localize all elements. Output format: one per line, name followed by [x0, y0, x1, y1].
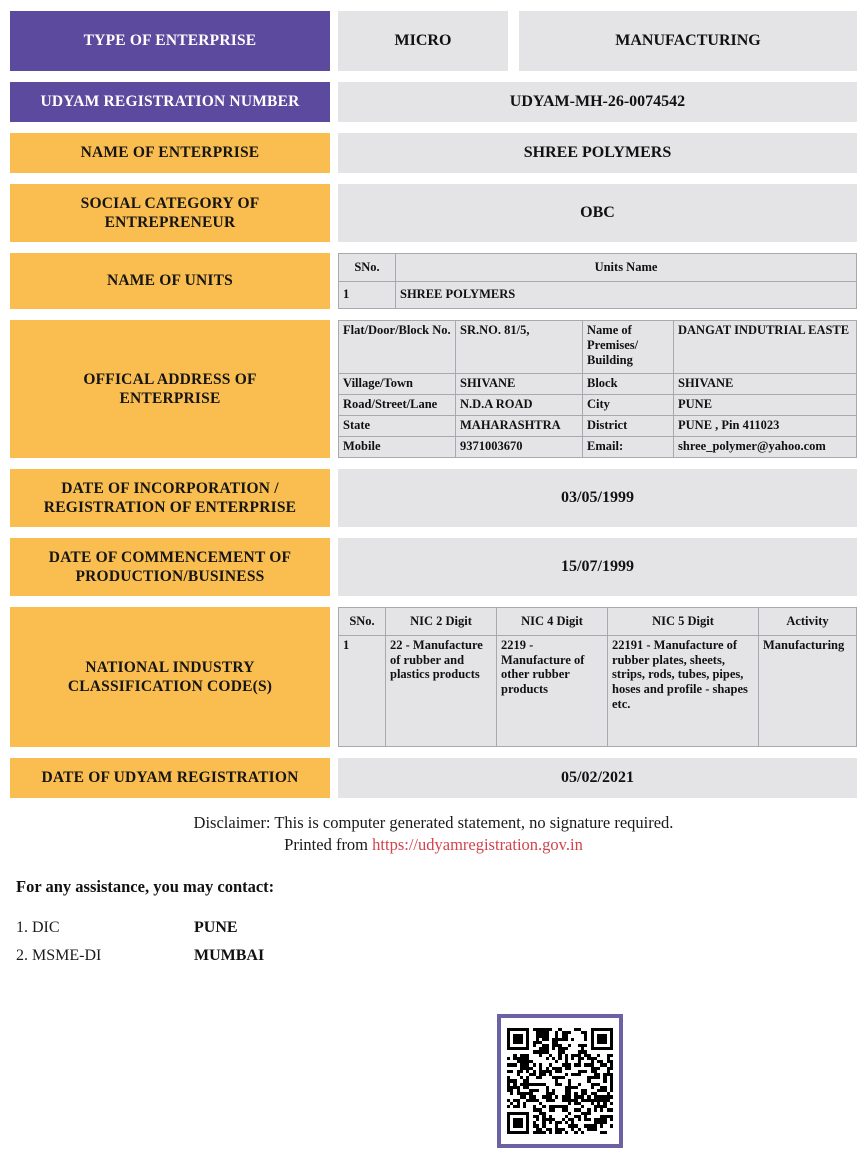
- address-label-road-street-lane: Road/Street/Lane: [339, 394, 456, 415]
- address-value-state: MAHARASHTRA: [456, 415, 583, 436]
- value-date-of-incorporation: 03/05/1999: [338, 469, 857, 527]
- address-value-mobile: 9371003670: [456, 436, 583, 457]
- label-date-of-udyam-registration: DATE OF UDYAM REGISTRATION: [10, 758, 330, 798]
- units-table-container: [338, 253, 857, 309]
- label-name-of-units: NAME OF UNITS: [10, 253, 330, 309]
- value-enterprise-size: MICRO: [338, 11, 508, 71]
- label-date-of-incorporation-line2: REGISTRATION OF ENTERPRISE: [43, 499, 297, 516]
- address-table-container: [338, 320, 857, 458]
- label-date-of-incorporation-line1: DATE OF INCORPORATION /: [61, 479, 279, 497]
- nic-table-container: [338, 607, 857, 747]
- nic-header-sno: SNo.: [339, 608, 386, 636]
- value-udyam-registration-number: UDYAM-MH-26-0074542: [338, 82, 857, 122]
- printed-from-prefix: Printed from: [284, 835, 373, 855]
- contact-name-msme-di: 2. MSME-DI: [16, 946, 102, 964]
- nic-header-nic-5-digit: NIC 5 Digit: [608, 608, 759, 636]
- nic-cell-nic-2-digit: 22 - Manufacture of rubber and plastics products: [386, 635, 497, 746]
- nic-header-nic-2-digit: NIC 2 Digit: [386, 608, 497, 636]
- nic-cell-activity: Manufacturing: [759, 635, 857, 746]
- value-name-of-enterprise: SHREE POLYMERS: [338, 133, 857, 173]
- cell-gap: [330, 758, 338, 798]
- address-label-city: City: [583, 394, 674, 415]
- assistance-heading: For any assistance, you may contact:: [16, 876, 275, 896]
- address-value-block: SHIVANE: [674, 373, 857, 394]
- address-label-name-of-premises: Name of Premises/ Building: [583, 321, 674, 374]
- row-type-of-enterprise: [10, 11, 857, 71]
- cell-gap: [330, 538, 338, 596]
- table-header-row: [339, 608, 857, 636]
- cell-gap: [330, 320, 338, 458]
- label-name-of-enterprise: NAME OF ENTERPRISE: [10, 133, 330, 173]
- qr-code-frame: [497, 1014, 623, 1148]
- table-row: [339, 415, 857, 436]
- nic-cell-nic-4-digit: 2219 - Manufacture of other rubber products: [497, 635, 608, 746]
- contact-list: [16, 919, 867, 965]
- label-date-of-commencement: [10, 538, 330, 596]
- address-label-email: Email:: [583, 436, 674, 457]
- nic-table: [338, 607, 857, 747]
- nic-cell-nic-5-digit: 22191 - Manufacture of rubber plates, sheets, strips, rods, tubes, pipes, hoses and profile - shapes etc.: [608, 635, 759, 746]
- value-date-of-commencement: 15/07/1999: [338, 538, 857, 596]
- label-nic-codes-line2: CLASSIFICATION CODE(S): [67, 678, 273, 695]
- label-official-address-line1: OFFICAL ADDRESS OF: [83, 370, 257, 388]
- table-header-row: [339, 254, 857, 282]
- address-value-name-of-premises: DANGAT INDUTRIAL EASTE: [674, 321, 857, 374]
- nic-cell-sno: 1: [339, 635, 386, 746]
- row-nic-codes: [10, 607, 857, 747]
- address-label-block: Block: [583, 373, 674, 394]
- contact-place-dic: PUNE: [194, 918, 238, 936]
- label-nic-codes-line1: NATIONAL INDUSTRY: [85, 658, 255, 676]
- address-label-state: State: [339, 415, 456, 436]
- cell-gap: [330, 469, 338, 527]
- disclaimer-text: Disclaimer: This is computer generated statement, no signature required.: [193, 813, 674, 832]
- label-date-of-commencement-line2: PRODUCTION/BUSINESS: [75, 568, 265, 585]
- address-value-district: PUNE , Pin 411023: [674, 415, 857, 436]
- list-item: [16, 919, 867, 937]
- label-type-of-enterprise: TYPE OF ENTERPRISE: [10, 11, 330, 71]
- label-official-address-line2: ENTERPRISE: [119, 390, 221, 407]
- certificate-table: [10, 0, 857, 798]
- units-table: [338, 253, 857, 309]
- nic-header-activity: Activity: [759, 608, 857, 636]
- row-date-of-incorporation: [10, 469, 857, 527]
- row-udyam-registration-number: [10, 82, 857, 122]
- row-date-of-udyam-registration: [10, 758, 857, 798]
- cell-gap: [508, 11, 519, 71]
- cell-gap: [330, 82, 338, 122]
- address-value-flat-door-block: SR.NO. 81/5,: [456, 321, 583, 374]
- units-header-sno: SNo.: [339, 254, 396, 282]
- nic-header-nic-4-digit: NIC 4 Digit: [497, 608, 608, 636]
- units-header-unit-name: Units Name: [396, 254, 857, 282]
- row-official-address: [10, 320, 857, 458]
- units-cell-unit-name: SHREE POLYMERS: [396, 281, 857, 309]
- disclaimer-block: [0, 812, 867, 857]
- label-social-category-line1: SOCIAL CATEGORY OF: [80, 194, 260, 212]
- table-row: [339, 635, 857, 746]
- units-cell-sno: 1: [339, 281, 396, 309]
- address-label-district: District: [583, 415, 674, 436]
- contact-name-dic: 1. DIC: [16, 918, 60, 936]
- address-table: [338, 320, 857, 458]
- label-social-category-line2: ENTREPRENEUR: [104, 214, 236, 231]
- address-value-city: PUNE: [674, 394, 857, 415]
- cell-gap: [330, 253, 338, 309]
- cell-gap: [330, 184, 338, 242]
- address-label-flat-door-block: Flat/Door/Block No.: [339, 321, 456, 374]
- address-value-road-street-lane: N.D.A ROAD: [456, 394, 583, 415]
- label-date-of-commencement-line1: DATE OF COMMENCEMENT OF: [48, 548, 292, 566]
- table-row: [339, 394, 857, 415]
- address-label-village-town: Village/Town: [339, 373, 456, 394]
- row-name-of-units: [10, 253, 857, 309]
- row-social-category: [10, 184, 857, 242]
- address-value-village-town: SHIVANE: [456, 373, 583, 394]
- address-value-email: shree_polymer@yahoo.com: [674, 436, 857, 457]
- cell-gap: [330, 607, 338, 747]
- contact-place-msme-di: MUMBAI: [194, 946, 265, 964]
- address-label-mobile: Mobile: [339, 436, 456, 457]
- table-row: [339, 373, 857, 394]
- label-official-address: [10, 320, 330, 458]
- value-social-category: OBC: [338, 184, 857, 242]
- label-social-category: [10, 184, 330, 242]
- cell-gap: [330, 133, 338, 173]
- row-date-of-commencement: [10, 538, 857, 596]
- label-nic-codes: [10, 607, 330, 747]
- table-row: [339, 321, 857, 374]
- value-enterprise-activity: MANUFACTURING: [519, 11, 857, 71]
- udyam-registration-qr-code: [507, 1028, 613, 1134]
- table-row: [339, 281, 857, 309]
- row-name-of-enterprise: [10, 133, 857, 173]
- list-item: [16, 947, 867, 965]
- label-udyam-registration-number: UDYAM REGISTRATION NUMBER: [10, 82, 330, 122]
- udyam-registration-url-link[interactable]: https://udyamregistration.gov.in: [372, 835, 583, 855]
- value-date-of-udyam-registration: 05/02/2021: [338, 758, 857, 798]
- cell-gap: [330, 11, 338, 71]
- printed-from-line: [0, 834, 867, 856]
- table-row: [339, 436, 857, 457]
- label-date-of-incorporation: [10, 469, 330, 527]
